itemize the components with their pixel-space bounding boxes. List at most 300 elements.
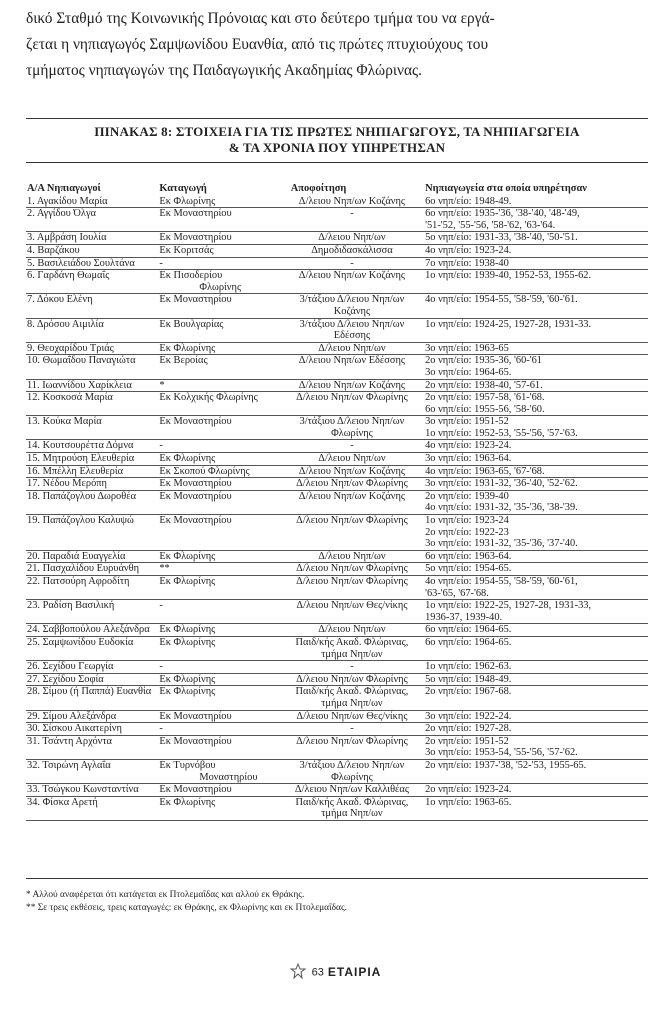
origin-cell	[159, 797, 280, 820]
table-row	[26, 478, 648, 491]
name-cell-line: 29. Σίμου Αλεξάνδρα	[27, 710, 117, 722]
graduation-cell	[281, 551, 423, 563]
graduation-cell-line: Δ/λειου Νηπ/ων Θες/νίκης	[296, 710, 408, 722]
origin-cell	[159, 686, 280, 709]
schools-cell	[423, 760, 648, 783]
name-cell	[26, 563, 159, 575]
table-row	[26, 661, 648, 674]
name-cell	[26, 723, 159, 735]
schools-cell-line: 3ο νηπ/είο: 1964-65.	[425, 366, 512, 378]
origin-cell-line: Μοναστηρίου	[199, 771, 258, 783]
name-cell	[26, 600, 159, 623]
schools-cell	[423, 784, 648, 796]
origin-cell-line: Εκ Φλωρίνης	[159, 342, 216, 354]
schools-cell-line: 2ο νηπ/είο: 1935-36, '60-'61	[425, 355, 542, 367]
name-cell-line: 33. Τσώγκου Κωνσταντίνα	[27, 784, 139, 796]
graduation-cell	[281, 491, 423, 514]
graduation-cell	[281, 784, 423, 796]
graduation-cell	[281, 258, 423, 270]
origin-cell	[159, 319, 280, 342]
ornament-icon	[290, 963, 306, 982]
name-cell	[26, 245, 159, 257]
schools-cell-line: 2ο νηπ/είο: 1967-68.	[425, 686, 512, 698]
schools-cell	[423, 576, 648, 599]
schools-cell-line: 1ο νηπ/είο: 1922-25, 1927-28, 1931-33,	[425, 600, 592, 612]
origin-cell-line: -	[159, 600, 163, 612]
graduation-cell-line: Κοζάνης	[333, 305, 371, 317]
origin-cell-line: Εκ Μοναστηρίου	[159, 208, 232, 220]
name-cell	[26, 196, 159, 208]
graduation-cell-line: 3/τάξιου Δ/λειου Νηπ/ων	[299, 416, 405, 428]
origin-cell	[159, 355, 280, 378]
name-cell	[26, 576, 159, 599]
table-row	[26, 440, 648, 453]
graduation-cell-line: Δ/λειου Νηπ/ων Κοζάνης	[298, 195, 406, 207]
name-cell	[26, 440, 159, 452]
table-row	[26, 453, 648, 466]
origin-cell	[159, 380, 280, 392]
name-cell	[26, 392, 159, 415]
graduation-cell-line: Δ/λειου Νηπ/ων Φλωρίνης	[296, 563, 408, 575]
name-cell-line: 27. Σεχίδου Σοφία	[27, 673, 104, 685]
name-cell-line: 1. Αγακίδου Μαρία	[27, 195, 108, 207]
name-cell	[26, 551, 159, 563]
schools-cell-line: 2ο νηπ/είο: 1939-40	[425, 490, 509, 502]
schools-cell-line: 1ο νηπ/είο: 1963-65.	[425, 796, 512, 808]
schools-cell	[423, 416, 648, 439]
graduation-cell	[281, 674, 423, 686]
schools-cell-line: '51-'52, '55-'56, '58-'62, '63-'64.	[425, 219, 556, 231]
origin-cell-line: Εκ Κοριτσάς	[159, 244, 214, 256]
table-row	[26, 600, 648, 624]
graduation-cell-line: Δ/λειου Νηπ/ων	[318, 453, 386, 465]
schools-cell	[423, 208, 648, 231]
graduation-cell-line: -	[350, 440, 354, 452]
origin-cell-line: *	[159, 379, 165, 391]
name-cell	[26, 380, 159, 392]
graduation-cell-line: τμήμα Νηπ/ων	[321, 697, 383, 709]
graduation-cell	[281, 380, 423, 392]
schools-cell	[423, 392, 648, 415]
schools-cell-line: 4ο νηπ/είο: 1954-55, '58-'59, '60-'61,	[425, 576, 578, 587]
graduation-cell-line: Παιδ/κής Ακαδ. Φλώρινας,	[295, 796, 409, 808]
graduation-cell	[281, 576, 423, 599]
schools-cell	[423, 637, 648, 660]
name-cell-line: 11. Ιωαννίδου Χαρίκλεια	[27, 379, 132, 391]
graduation-cell-line: Δ/λειου Νηπ/ων Κοζάνης	[298, 465, 406, 477]
schools-cell	[423, 245, 648, 257]
origin-cell-line: Εκ Φλωρίνης	[159, 195, 216, 207]
table-row	[26, 245, 648, 258]
name-cell-line: 19. Παπάζογλου Καλυψώ	[27, 515, 134, 527]
origin-cell	[159, 343, 280, 355]
graduation-cell-line: 3/τάξιου Δ/λειου Νηπ/ων	[299, 318, 405, 330]
origin-cell-line: Εκ Τυρνόβου	[159, 759, 216, 771]
name-cell-line: 2. Αγγίδου Όλγα	[27, 208, 96, 220]
name-cell	[26, 319, 159, 342]
schools-cell-line: 2ο νηπ/είο: 1938-40, '57-61.	[425, 379, 543, 391]
schools-cell	[423, 491, 648, 514]
origin-cell	[159, 208, 280, 231]
schools-cell-line: 6ο νηπ/είο: 1955-56, '58-'60.	[425, 403, 545, 415]
schools-cell-line: 1ο νηπ/είο: 1952-53, '55-'56, '57-'63.	[425, 427, 578, 439]
graduation-cell	[281, 196, 423, 208]
name-cell-line: 9. Θεοχαρίδου Τριάς	[27, 342, 114, 354]
origin-cell	[159, 637, 280, 660]
name-cell	[26, 760, 159, 783]
graduation-cell	[281, 294, 423, 317]
schools-cell	[423, 674, 648, 686]
graduation-cell-line: Δ/λειου Νηπ/ων	[318, 342, 386, 354]
origin-cell-line: Εκ Κολχικής Φλωρίνης	[159, 392, 258, 404]
origin-cell	[159, 723, 280, 735]
graduation-cell-line: Φλωρίνης	[331, 771, 373, 783]
schools-cell-line: 6ο νηπ/είο: 1948-49.	[425, 195, 512, 207]
origin-cell	[159, 491, 280, 514]
graduation-cell-line: Δημοδιδασκάλισσα	[311, 244, 393, 256]
name-cell	[26, 624, 159, 636]
schools-cell	[423, 380, 648, 392]
graduation-cell	[281, 392, 423, 415]
table-header	[26, 183, 648, 196]
name-cell-line: 16. Μπέλλη Ελευθερία	[27, 465, 124, 477]
origin-cell-line: **	[159, 563, 170, 575]
name-cell	[26, 736, 159, 759]
name-cell	[26, 797, 159, 820]
graduation-cell	[281, 466, 423, 478]
table-title-line: & ΤΑ ΧΡΟΝΙΑ ΠΟΥ ΥΠΗΡΕΤΗΣΑΝ	[228, 140, 446, 155]
schools-cell-line: 4ο νηπ/είο: 1963-65, '67-'68.	[425, 465, 545, 477]
schools-cell	[423, 258, 648, 270]
schools-cell	[423, 440, 648, 452]
table-bottom-rule	[26, 878, 648, 879]
name-cell	[26, 686, 159, 709]
graduation-cell	[281, 797, 423, 820]
schools-cell	[423, 319, 648, 342]
origin-cell-line: -	[159, 257, 163, 269]
table-row	[26, 380, 648, 393]
origin-cell	[159, 453, 280, 465]
origin-cell-line: Εκ Φλωρίνης	[159, 576, 216, 587]
origin-cell-line: Εκ Φλωρίνης	[159, 550, 216, 562]
graduation-cell-line: Δ/λειου Νηπ/ων	[318, 550, 386, 562]
schools-cell-line: 3ο νηπ/είο: 1963-64.	[425, 453, 512, 465]
origin-cell-line: -	[159, 661, 163, 673]
name-cell	[26, 466, 159, 478]
schools-cell	[423, 736, 648, 759]
graduation-cell-line: Παιδ/κής Ακαδ. Φλώρινας,	[295, 686, 409, 698]
graduation-cell	[281, 723, 423, 735]
page-footer	[0, 963, 671, 982]
origin-cell	[159, 466, 280, 478]
name-cell	[26, 637, 159, 660]
origin-cell	[159, 232, 280, 244]
graduation-cell-line: Δ/λειου Νηπ/ων Φλωρίνης	[296, 673, 408, 685]
name-cell-line: 31. Τσάντη Αρχόντα	[27, 735, 112, 747]
table-row	[26, 232, 648, 245]
schools-cell	[423, 551, 648, 563]
name-cell-line: 32. Τσιρώνη Αγλαΐα	[27, 759, 111, 771]
graduation-cell-line: Δ/λειου Νηπ/ων Φλωρίνης	[296, 735, 408, 747]
table-row	[26, 576, 648, 600]
schools-cell-line: 6ο νηπ/είο: 1935-'36, '38-'40, '48-'49,	[425, 208, 580, 220]
name-cell-line: 12. Κοσκοσά Μαρία	[27, 392, 113, 404]
page-number: 63	[311, 966, 324, 979]
table-row	[26, 208, 648, 232]
name-cell	[26, 478, 159, 490]
schools-cell-line: 3ο νηπ/είο: 1953-54, '55-'56, '57-'62.	[425, 747, 578, 759]
origin-cell	[159, 270, 280, 293]
origin-cell	[159, 294, 280, 317]
schools-cell	[423, 515, 648, 550]
name-cell-line: 5. Βασιλειάδου Σουλτάνα	[27, 257, 135, 269]
table-row	[26, 674, 648, 687]
footnotes	[26, 889, 646, 915]
graduation-cell	[281, 637, 423, 660]
schools-cell-line: 5ο νηπ/είο: 1931-33, '38-'40, '50-'51.	[425, 232, 578, 244]
origin-cell	[159, 258, 280, 270]
graduation-cell-line: -	[350, 661, 354, 673]
graduation-cell-line: Δ/λειου Νηπ/ων Κοζάνης	[298, 379, 406, 391]
name-cell-line: 34. Φίσκα Αρετή	[27, 796, 98, 808]
graduation-cell	[281, 760, 423, 783]
origin-cell-line: -	[159, 723, 163, 735]
name-cell-line: 20. Παραδιά Ευαγγελία	[27, 550, 126, 562]
schools-cell	[423, 270, 648, 293]
schools-cell	[423, 600, 648, 623]
name-cell-line: 8. Δρόσου Αιμιλία	[27, 318, 104, 330]
origin-cell	[159, 600, 280, 623]
graduation-cell	[281, 711, 423, 723]
name-cell	[26, 416, 159, 439]
schools-cell-line: 1ο νηπ/είο: 1923-24	[425, 515, 509, 527]
table-row	[26, 491, 648, 515]
table-row	[26, 797, 648, 821]
origin-cell	[159, 563, 280, 575]
origin-cell-line: Εκ Φλωρίνης	[159, 453, 216, 465]
table-row	[26, 624, 648, 637]
origin-cell-line: Εκ Φλωρίνης	[159, 636, 216, 648]
name-cell-line: 28. Σίμου (ή Παππά) Ευανθία	[27, 686, 152, 698]
name-cell-line: 18. Παπάζογλου Δωροθέα	[27, 490, 137, 502]
table-row	[26, 686, 648, 710]
name-cell	[26, 453, 159, 465]
origin-cell-line: Εκ Φλωρίνης	[159, 673, 216, 685]
schools-cell	[423, 343, 648, 355]
graduation-cell	[281, 563, 423, 575]
schools-cell-line: 2ο νηπ/είο: 1951-52	[425, 735, 509, 747]
name-cell	[26, 343, 159, 355]
origin-cell-line: Εκ Μοναστηρίου	[159, 784, 232, 796]
schools-cell-line: 2ο νηπ/είο: 1957-58, '61-'68.	[425, 392, 545, 404]
footnote: * Αλλού αναφέρεται ότι κατάγεται εκ Πτολεμαΐδας και αλλού εκ Θράκης.	[26, 890, 305, 900]
origin-cell-line: Φλωρίνης	[199, 281, 242, 293]
schools-cell-line: 3ο νηπ/είο: 1951-52	[425, 416, 509, 428]
name-cell	[26, 515, 159, 550]
origin-cell	[159, 576, 280, 599]
origin-cell	[159, 784, 280, 796]
origin-cell-line: Εκ Μοναστηρίου	[159, 710, 232, 722]
table-row	[26, 319, 648, 343]
origin-cell	[159, 736, 280, 759]
table-title	[26, 124, 648, 156]
graduation-cell	[281, 478, 423, 490]
graduation-cell	[281, 624, 423, 636]
schools-cell	[423, 196, 648, 208]
schools-cell-line: 2ο νηπ/είο: 1937-'38, '52-'53, 1955-65.	[425, 759, 587, 771]
name-cell-line: 25. Σαμψωνίδου Ευδοκία	[27, 636, 134, 648]
schools-cell	[423, 624, 648, 636]
graduation-cell	[281, 736, 423, 759]
origin-cell-line: Εκ Φλωρίνης	[159, 796, 216, 808]
schools-cell-line: 5ο νηπ/είο: 1948-49.	[425, 673, 512, 685]
origin-cell	[159, 674, 280, 686]
header-origin: Καταγωγή	[159, 183, 207, 194]
schools-cell	[423, 232, 648, 244]
graduation-cell-line: 3/τάξιου Δ/λειου Νηπ/ων	[299, 294, 405, 306]
intro-paragraph	[26, 6, 656, 84]
schools-cell	[423, 661, 648, 673]
graduation-cell-line: Δ/λειου Νηπ/ων Φλωρίνης	[296, 576, 408, 587]
name-cell	[26, 208, 159, 231]
table-row	[26, 736, 648, 760]
graduation-cell-line: -	[350, 723, 354, 735]
schools-cell-line: 2ο νηπ/είο: 1923-24.	[425, 784, 512, 796]
graduation-cell	[281, 343, 423, 355]
graduation-cell-line: 3/τάξιου Δ/λειου Νηπ/ων	[299, 759, 405, 771]
name-cell-line: 26. Σεχίδου Γεωργία	[27, 661, 114, 673]
publisher-name: ΕΤΑΙΡΙΑ	[327, 964, 382, 979]
data-table	[26, 183, 648, 821]
intro-line: τμήματος νηπιαγωγών της Παιδαγωγικής Ακαδημίας Φλώρινας.	[26, 62, 422, 79]
schools-cell-line: 3ο νηπ/είο: 1931-32, '35-'36, '37-'40.	[425, 538, 578, 550]
graduation-cell-line: τμήμα Νηπ/ων	[321, 648, 383, 660]
graduation-cell-line: Δ/λειου Νηπ/ων Θες/νίκης	[296, 600, 408, 612]
origin-cell	[159, 392, 280, 415]
intro-line: ζεται η νηπιαγωγός Σαμψωνίδου Ευανθία, από τις πρώτες πτυχιούχους του	[26, 36, 489, 53]
name-cell	[26, 674, 159, 686]
graduation-cell-line: Δ/λειου Νηπ/ων Καλλιθέας	[294, 784, 409, 796]
origin-cell	[159, 711, 280, 723]
table-top-rule	[26, 118, 648, 119]
schools-cell-line: 2ο νηπ/είο: 1922-23	[425, 526, 509, 538]
table-row	[26, 515, 648, 551]
name-cell-line: 3. Αμβράση Ιουλία	[27, 232, 107, 244]
name-cell-line: 4. Βαρζάκου	[27, 244, 80, 256]
table-row	[26, 711, 648, 724]
origin-cell-line: -	[159, 440, 163, 452]
name-cell-line: 17. Νέδου Μερόπη	[27, 478, 107, 490]
schools-cell-line: 1ο νηπ/είο: 1962-63.	[425, 661, 512, 673]
schools-cell	[423, 294, 648, 317]
graduation-cell-line: Δ/λειου Νηπ/ων	[318, 232, 386, 244]
header-graduation: Αποφοίτηση	[290, 183, 347, 194]
origin-cell-line: Εκ Φλωρίνης	[159, 686, 216, 698]
graduation-cell-line: Δ/λειου Νηπ/ων	[318, 624, 386, 636]
schools-cell-line: 6ο νηπ/είο: 1964-65.	[425, 636, 512, 648]
graduation-cell-line: -	[350, 257, 354, 269]
name-cell	[26, 355, 159, 378]
name-cell-line: 30. Σίσκου Αικατερίνη	[27, 723, 122, 735]
schools-cell-line: 3ο νηπ/είο: 1931-32, '36-'40, '52-'62.	[425, 478, 578, 490]
graduation-cell	[281, 440, 423, 452]
graduation-cell-line: Εδέσσης	[333, 330, 371, 342]
graduation-cell-line: Δ/λειου Νηπ/ων Φλωρίνης	[296, 515, 408, 527]
name-cell-line: 13. Κούκα Μαρία	[27, 416, 102, 428]
name-cell-line: 10. Θωμαΐδου Παναγιώτα	[27, 355, 136, 367]
schools-cell-line: 6ο νηπ/είο: 1963-64.	[425, 550, 512, 562]
graduation-cell-line: τμήμα Νηπ/ων	[321, 808, 383, 820]
name-cell	[26, 784, 159, 796]
table-row	[26, 760, 648, 784]
table-title-line: ΠΙΝΑΚΑΣ 8: ΣΤΟΙΧΕΙΑ ΓΙΑ ΤΙΣ ΠΡΩΤΕΣ ΝΗΠΙΑΓΩΓΟΥΣ, ΤΑ ΝΗΠΙΑΓΩΓΕΙΑ	[94, 124, 580, 139]
origin-cell	[159, 551, 280, 563]
origin-cell-line: Εκ Μοναστηρίου	[159, 490, 232, 502]
graduation-cell	[281, 661, 423, 673]
name-cell	[26, 270, 159, 293]
table-row	[26, 466, 648, 479]
table-title-rule	[26, 162, 648, 163]
origin-cell-line: Εκ Σκοπού Φλωρίνης	[159, 465, 250, 477]
schools-cell-line: 4ο νηπ/είο: 1923-24.	[425, 244, 512, 256]
origin-cell-line: Εκ Μοναστηρίου	[159, 232, 232, 244]
origin-cell	[159, 624, 280, 636]
origin-cell-line: Εκ Φλωρίνης	[159, 624, 216, 636]
graduation-cell	[281, 355, 423, 378]
table-row	[26, 784, 648, 797]
graduation-cell-line: Δ/λειου Νηπ/ων Κοζάνης	[298, 270, 406, 282]
graduation-cell-line: -	[350, 208, 354, 220]
schools-cell-line: 5ο νηπ/είο: 1954-65.	[425, 563, 512, 575]
name-cell-line: 22. Πατσούρη Αφροδίτη	[27, 576, 130, 587]
schools-cell	[423, 711, 648, 723]
origin-cell-line: Εκ Μοναστηρίου	[159, 294, 232, 306]
intro-line: δικό Σταθμό της Κοινωνικής Πρόνοιας και στο δεύτερο τμήμα του να εργά-	[26, 10, 495, 27]
graduation-cell	[281, 416, 423, 439]
name-cell-line: 7. Δόκου Ελένη	[27, 294, 93, 306]
schools-cell-line: 2ο νηπ/είο: 1927-28.	[425, 723, 512, 735]
graduation-cell	[281, 600, 423, 623]
table-row	[26, 723, 648, 736]
table-row	[26, 392, 648, 416]
origin-cell	[159, 661, 280, 673]
table-row	[26, 258, 648, 271]
footnote: ** Σε τρεις εκθέσεις, τρεις καταγωγές: εκ Θράκης, εκ Φλωρίνης και εκ Πτολεμαΐδας.	[26, 903, 348, 913]
schools-cell-line: 3ο νηπ/είο: 1963-65	[425, 342, 509, 354]
graduation-cell	[281, 208, 423, 231]
table-row	[26, 196, 648, 209]
schools-cell-line: 1936-37, 1939-40.	[425, 611, 503, 623]
graduation-cell	[281, 515, 423, 550]
name-cell	[26, 294, 159, 317]
table-row	[26, 294, 648, 318]
name-cell	[26, 711, 159, 723]
schools-cell-line: 4ο νηπ/είο: 1954-55, '58-'59, '60-'61.	[425, 294, 578, 306]
graduation-cell-line: Δ/λειου Νηπ/ων Φλωρίνης	[296, 478, 408, 490]
origin-cell-line: Εκ Πισοδερίου	[159, 270, 223, 282]
origin-cell-line: Εκ Μοναστηρίου	[159, 515, 232, 527]
table-row	[26, 270, 648, 294]
graduation-cell	[281, 319, 423, 342]
graduation-cell	[281, 232, 423, 244]
name-cell	[26, 258, 159, 270]
origin-cell-line: Εκ Βεροίας	[159, 355, 208, 367]
graduation-cell-line: Δ/λειου Νηπ/ων Φλωρίνης	[296, 392, 408, 404]
schools-cell	[423, 478, 648, 490]
schools-cell-line: '63-'65, '67-'68.	[425, 587, 489, 599]
name-cell-line: 23. Ραδίση Βασιλική	[27, 600, 115, 612]
origin-cell	[159, 515, 280, 550]
